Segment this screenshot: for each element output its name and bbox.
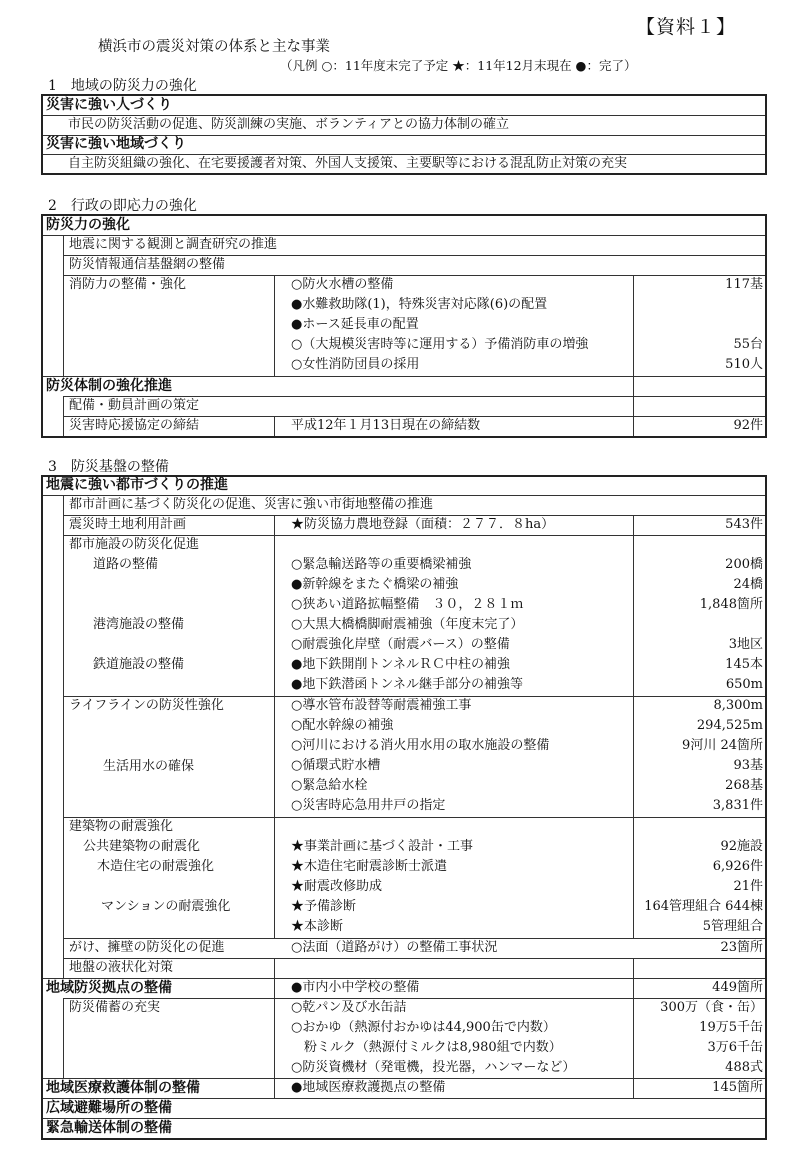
section3-base-value: 449箇所 [712,980,763,995]
section3-city-item: ○緊急輸送路等の重要橋梁補強 [291,557,472,572]
section3-life-value: 9河川 24箇所 [682,738,763,753]
section3-bldg-value: 21件 [733,879,763,894]
section3-row-city-planning: 都市計画に基づく防災化の促進、災害に強い市街地整備の推進 [69,497,434,512]
section3-bldg-item: ★耐震改修助成 [291,879,383,894]
legend: （凡例 ○：11年度末完了予定 ★：11年12月末現在 ●：完了） [280,58,637,73]
section2-item: ●水難救助隊(1)，特殊災害対応隊(6)の配置 [291,297,548,312]
section3-city-value: 3地区 [728,637,763,652]
section2-item-value: 117基 [725,277,763,292]
section3-bldg-item: ★本診断 [291,919,344,934]
section3-heading: 3 防災基盤の整備 [48,459,169,475]
section2-row-agreement: 災害時応援協定の締結 [69,418,200,433]
section3-base-text: ●市内小中学校の整備 [291,980,420,995]
section3-city-item: ●地下鉄潜函トンネル継手部分の補強等 [291,677,523,692]
section3-bldg-item: ★予備診断 [291,899,357,914]
section3-stock-label: 防災備蓄の充実 [69,1000,161,1015]
section1-heading: 1 地域の防災力の強化 [48,78,197,94]
section2-heading-system: 防災体制の強化推進 [46,378,172,394]
section2-row-mobilization: 配備・動員計画の策定 [69,398,200,413]
section3-rail-label: 鉄道施設の整備 [93,657,185,672]
section3-life-item: ○災害時応急用井戸の指定 [291,798,446,813]
section3-stock-value: 3万6千缶 [707,1040,763,1055]
section3-bldg-value: 5管理組合 [702,919,763,934]
section3-life-value: 8,300m [713,698,763,713]
section3-stock-item: ○乾パン及び水缶詰 [291,1000,407,1015]
section3-box [41,475,767,1140]
section2-item: ○女性消防団員の採用 [291,357,420,372]
section3-bldg-item: ★事業計画に基づく設計・工事 [291,839,474,854]
section2-item: ○（大規模災害時等に運用する）予備消防車の増強 [291,337,589,352]
section2-item: ○防火水槽の整備 [291,277,394,292]
section3-city-value: 200橋 [725,557,763,572]
section3-life-item: ○配水幹線の補強 [291,718,394,733]
section3-mansion-label: マンションの耐震強化 [101,899,231,914]
section3-city-item: ○大黒大橋橋脚耐震補強（年度末完了） [291,617,524,632]
section3-life-item: ○緊急給水栓 [291,778,368,793]
section3-stock-value: 300万（食・缶） [660,1000,763,1015]
section3-stock-value: 488式 [725,1060,763,1075]
section2-row-network: 防災情報通信基盤網の整備 [69,257,226,272]
section3-life-value: 268基 [725,778,763,793]
section2-item-value: 55台 [733,337,763,352]
section3-life-item: ○導水管布設替等耐震補強工事 [291,698,472,713]
section3-city-value: 24橋 [733,577,763,592]
section3-life-value: 93基 [733,758,763,773]
section3-bldg-label: 建築物の耐震強化 [69,819,174,834]
section3-row-landuse: 震災時土地利用計画 [69,517,187,532]
section1-row-heading-1: 災害に強い人づくり [46,97,172,113]
section3-landuse-text: ★防災協力農地登録（面積：２７７．８ha） [291,517,555,532]
section3-bldg-item: ★木造住宅耐震診断士派遣 [291,859,448,874]
section3-city-item: ●地下鉄開削トンネルＲＣ中柱の補強 [291,657,510,672]
section3-heading-transport: 緊急輸送体制の整備 [46,1120,172,1136]
section3-medical-value: 145箇所 [712,1080,763,1095]
document-label: 【資料１】 [636,16,737,38]
section3-city-item: ○狭あい道路拡幅整備 ３０，２８１ｍ [291,597,524,612]
section2-agreement-text: 平成12年１月13日現在の締結数 [291,418,481,433]
section3-stock-item: ○おかゆ（熱源付おかゆは44,900缶で内数） [291,1020,556,1035]
section3-slope-label: がけ、擁壁の防災化の促進 [69,940,225,955]
section3-life-value: 3,831件 [712,798,763,813]
section3-heading-city: 地震に強い都市づくりの推進 [46,477,228,493]
section3-city-item: ●新幹線をまたぐ橋梁の補強 [291,577,459,592]
section3-heading-base: 地域防災拠点の整備 [46,980,172,996]
section2-row-fire-force: 消防力の整備・強化 [69,277,187,292]
section3-landuse-value: 543件 [725,517,763,532]
section3-urban-label: 都市施設の防災化促進 [69,537,200,552]
section1-row-text-1: 市民の防災活動の促進、防災訓練の実施、ボランティアとの協力体制の確立 [68,117,509,132]
section3-road-label: 道路の整備 [93,557,159,572]
section2-heading-disaster-power: 防災力の強化 [46,217,130,233]
section3-city-item: ○耐震強化岸壁（耐震バース）の整備 [291,637,510,652]
section3-bldg-value: 164管理組合 644棟 [644,899,763,914]
section1-box [41,94,767,175]
section3-life-item: ○循環式貯水槽 [291,758,381,773]
section3-city-value: 1,848箇所 [699,597,763,612]
section3-wood-label: 木造住宅の耐震強化 [97,859,215,874]
section2-heading: 2 行政の即応力の強化 [48,198,197,214]
section3-water-label: 生活用水の確保 [103,759,195,774]
section3-lifeline-label: ライフラインの防災性強化 [69,698,224,713]
section3-stock-value: 19万5千缶 [699,1020,763,1035]
section3-city-value: 145本 [725,657,763,672]
section2-box [41,214,767,438]
section3-stock-item: 粉ミルク（熱源付ミルクは8,980組で内数） [291,1040,562,1055]
section3-slope-text: ○法面（道路がけ）の整備工事状況 [291,940,498,955]
section3-heading-evacuation: 広域避難場所の整備 [46,1100,172,1116]
section3-bldg-value: 6,926件 [712,859,763,874]
section2-row-observation: 地震に関する観測と調査研究の推進 [69,237,278,252]
section2-agreement-value: 92件 [733,418,763,433]
section3-public-bldg-label: 公共建築物の耐震化 [83,839,201,854]
section1-row-text-2: 自主防災組織の強化、在宅要援護者対策、外国人支援策、主要駅等における混乱防止対策の充実 [68,156,628,171]
section2-item-value: 510人 [725,357,763,372]
section3-stock-item: ○防災資機材（発電機，投光器，ハンマーなど） [291,1060,576,1075]
section3-life-item: ○河川における消火用水用の取水施設の整備 [291,738,550,753]
section3-city-value: 650m [725,677,763,692]
section3-port-label: 港湾施設の整備 [93,617,185,632]
section1-row-heading-2: 災害に強い地域づくり [46,136,186,152]
section3-life-value: 294,525m [696,718,763,733]
section3-medical-text: ●地域医療救護拠点の整備 [291,1080,446,1095]
section3-heading-medical: 地域医療救護体制の整備 [46,1080,200,1096]
section2-item: ●ホース延長車の配置 [291,317,419,332]
document-title: 横浜市の震災対策の体系と主な事業 [98,39,330,55]
section3-bldg-value: 92施設 [720,839,763,854]
section3-slope-value: 23箇所 [720,940,763,955]
section3-liquefaction-label: 地盤の液状化対策 [69,960,174,975]
